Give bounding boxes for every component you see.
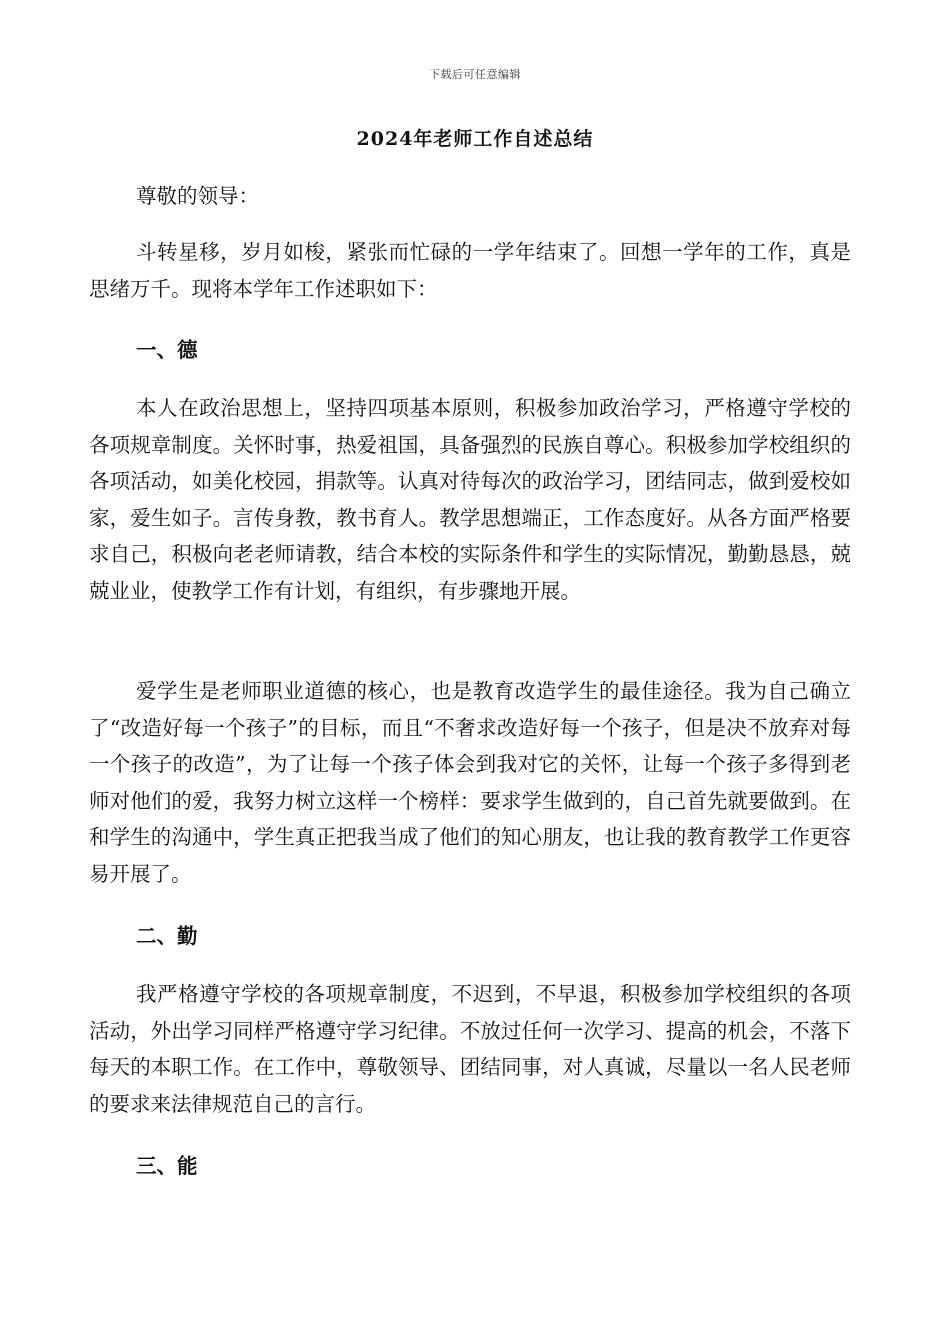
heading-qin: 二、勤 [136, 924, 198, 948]
heading-de: 一、德 [136, 338, 198, 362]
heading-neng: 三、能 [136, 1154, 198, 1178]
document-title: 2024年老师工作自述总结 [356, 128, 594, 150]
paragraph-intro: 斗转星移，岁月如梭，紧张而忙碌的一学年结束了。回想一学年的工作，真是思绪万千。现将本学年工作述职如下： [89, 240, 851, 301]
paragraph-qin-1: 我严格遵守学校的各项规章制度，不迟到，不早退，积极参加学校组织的各项活动，外出学习同样严格遵守学习纪律。不放过任何一次学习、提高的机会，不落下每天的本职工作。在工作中，尊敬领导、团结同事，对人真诚，尽量以一名人民老师的要求来法律规范自己的言行。 [89, 982, 851, 1116]
header-note: 下载后可任意编辑 [429, 68, 521, 81]
paragraph-de-2: 爱学生是老师职业道德的核心，也是教育改造学生的最佳途径。我为自己确立了“改造好每一个孩子”的目标，而且“不奢求改造好每一个孩子，但是决不放弃对每一个孩子的改造”，为了让每一个孩子体会到我对它的关怀，让每一个孩子多得到老师对他们的爱，我努力树立这样一个榜样：要求学生做到的，自己首先就要做到。在和学生的沟通中，学生真正把我当成了他们的知心朋友，也让我的教育教学工作更容易开展了。 [89, 679, 851, 886]
paragraph-de-1: 本人在政治思想上，坚持四项基本原则，积极参加政治学习，严格遵守学校的各项规章制度。关怀时事，热爱祖国，具备强烈的民族自尊心。积极参加学校组织的各项活动，如美化校园，捐款等。认真对待每次的政治学习，团结同志，做到爱校如家，爱生如子。言传身教，教书育人。教学思想端正，工作态度好。从各方面严格要求自己，积极向老老师请教，结合本校的实际条件和学生的实际情况，勤勤恳恳，兢兢业业，使教学工作有计划，有组织，有步骤地开展。 [89, 396, 851, 603]
greeting: 尊敬的领导： [136, 184, 259, 208]
